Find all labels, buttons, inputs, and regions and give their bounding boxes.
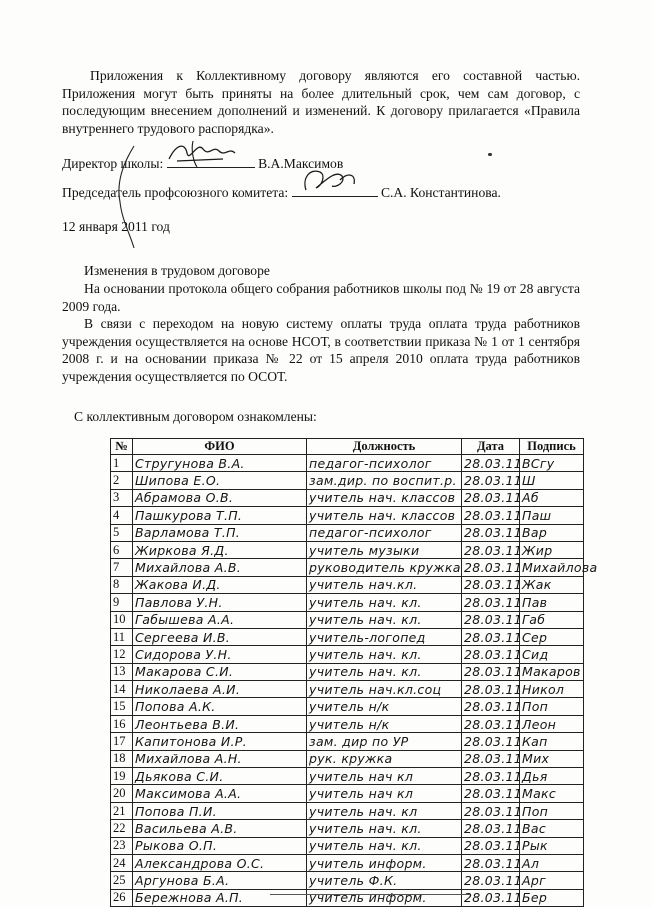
row-signature: Михайлова — [520, 559, 584, 576]
row-signature: Поп — [520, 698, 584, 715]
row-position: учитель информ. — [307, 889, 462, 906]
row-fio: Жакова И.Д. — [133, 576, 307, 593]
row-date: 28.03.11 — [462, 594, 520, 611]
table-row — [111, 576, 584, 593]
row-number: 11 — [111, 628, 133, 645]
changes-paragraph-1: На основании протокола общего собрания работников школы под № 19 от 28 августа 2009 года. — [62, 281, 580, 314]
row-position: учитель информ. — [307, 854, 462, 871]
document-date: 12 января 2011 год — [62, 219, 170, 234]
row-signature: Вар — [520, 524, 584, 541]
acknowledged-heading: С коллективным договором ознакомлены: — [74, 409, 317, 424]
row-fio: Абрамова О.В. — [133, 489, 307, 506]
row-signature: Пав — [520, 594, 584, 611]
row-fio: Сидорова У.Н. — [133, 646, 307, 663]
row-date: 28.03.11 — [462, 489, 520, 506]
table-row — [111, 820, 584, 837]
row-fio: Варламова Т.П. — [133, 524, 307, 541]
row-fio: Михайлова А.В. — [133, 559, 307, 576]
row-number: 2 — [111, 472, 133, 489]
row-position: учитель нач. кл. — [307, 663, 462, 680]
page-bottom-rule — [270, 894, 470, 895]
row-position: учитель музыки — [307, 541, 462, 558]
row-fio: Бережнова А.П. — [133, 889, 307, 906]
chair-signature-scribble — [296, 166, 376, 198]
row-date: 28.03.11 — [462, 768, 520, 785]
row-number: 10 — [111, 611, 133, 628]
table-row — [111, 524, 584, 541]
row-date: 28.03.11 — [462, 854, 520, 871]
row-number: 21 — [111, 802, 133, 819]
row-signature: Габ — [520, 611, 584, 628]
row-position: руководитель кружка — [307, 559, 462, 576]
row-number: 14 — [111, 681, 133, 698]
intro-paragraph: Приложения к Коллективному договору являются его составной частью. Приложения могут быть приняты на более длительный срок, чем сам договор, с последующим внесением дополнений и изменений. К договору прилагается «Правила внутреннего трудового распорядка». — [62, 68, 580, 136]
row-number: 1 — [111, 455, 133, 472]
row-number: 5 — [111, 524, 133, 541]
row-signature: Жир — [520, 541, 584, 558]
row-signature: Мих — [520, 750, 584, 767]
row-fio: Михайлова А.Н. — [133, 750, 307, 767]
table-row — [111, 559, 584, 576]
table-row — [111, 646, 584, 663]
changes-paragraph-2: В связи с переходом на новую систему оплаты труда оплата труда работников учреждения осуществляется на основе НСОТ, в соответствии приказа № 1 от 1 сентября 2008 г. и на основании приказа № 22 от 15 апреля 2010 оплата труда работников учреждения осуществляется по ОСОТ. — [62, 316, 580, 384]
row-position: учитель н/к — [307, 715, 462, 732]
row-signature: Жак — [520, 576, 584, 593]
row-position: зам. дир по УР — [307, 733, 462, 750]
vertical-signature-stroke — [112, 142, 142, 252]
row-position: учитель нач. кл. — [307, 611, 462, 628]
row-number: 4 — [111, 507, 133, 524]
row-signature: Бер — [520, 889, 584, 906]
table-row — [111, 889, 584, 906]
row-position: учитель н/к — [307, 698, 462, 715]
row-number: 15 — [111, 698, 133, 715]
row-number: 20 — [111, 785, 133, 802]
row-position: зам.дир. по воспит.р. — [307, 472, 462, 489]
table-row — [111, 594, 584, 611]
row-signature: Сид — [520, 646, 584, 663]
row-date: 28.03.11 — [462, 837, 520, 854]
chair-label: Председатель профсоюзного комитета: — [62, 185, 289, 200]
changes-title: Изменения в трудовом договоре — [84, 263, 270, 278]
row-position: рук. кружка — [307, 750, 462, 767]
row-fio: Леонтьева В.И. — [133, 715, 307, 732]
table-row — [111, 872, 584, 889]
row-date: 28.03.11 — [462, 889, 520, 906]
row-number: 19 — [111, 768, 133, 785]
row-number: 6 — [111, 541, 133, 558]
row-date: 28.03.11 — [462, 663, 520, 680]
row-fio: Александрова О.С. — [133, 854, 307, 871]
table-row — [111, 768, 584, 785]
row-fio: Николаева А.И. — [133, 681, 307, 698]
table-row — [111, 663, 584, 680]
row-signature: Дья — [520, 768, 584, 785]
table-row — [111, 698, 584, 715]
row-number: 9 — [111, 594, 133, 611]
row-fio: Капитонова И.Р. — [133, 733, 307, 750]
row-date: 28.03.11 — [462, 559, 520, 576]
row-number: 7 — [111, 559, 133, 576]
row-signature: Вас — [520, 820, 584, 837]
row-date: 28.03.11 — [462, 524, 520, 541]
header-number: № — [111, 439, 133, 455]
row-date: 28.03.11 — [462, 750, 520, 767]
row-fio: Макарова С.И. — [133, 663, 307, 680]
row-number: 8 — [111, 576, 133, 593]
row-position: учитель нач. классов — [307, 507, 462, 524]
row-date: 28.03.11 — [462, 820, 520, 837]
row-fio: Стругунова В.А. — [133, 455, 307, 472]
row-position: учитель нач. кл. — [307, 646, 462, 663]
row-signature: Сер — [520, 628, 584, 645]
row-number: 12 — [111, 646, 133, 663]
row-signature: Макаров — [520, 663, 584, 680]
row-date: 28.03.11 — [462, 576, 520, 593]
row-signature: Паш — [520, 507, 584, 524]
row-fio: Попова А.К. — [133, 698, 307, 715]
table-row — [111, 715, 584, 732]
row-date: 28.03.11 — [462, 733, 520, 750]
director-name: В.А.Максимов — [258, 156, 344, 171]
ink-speck — [488, 153, 492, 156]
row-fio: Шипова Е.О. — [133, 472, 307, 489]
row-signature: Леон — [520, 715, 584, 732]
row-date: 28.03.11 — [462, 472, 520, 489]
row-signature: Макс — [520, 785, 584, 802]
row-date: 28.03.11 — [462, 802, 520, 819]
row-number: 24 — [111, 854, 133, 871]
row-position: учитель нач кл — [307, 768, 462, 785]
row-number: 3 — [111, 489, 133, 506]
row-fio: Максимова А.А. — [133, 785, 307, 802]
row-position: учитель нач кл — [307, 785, 462, 802]
row-position: педагог-психолог — [307, 455, 462, 472]
table-row — [111, 837, 584, 854]
row-date: 28.03.11 — [462, 646, 520, 663]
row-signature: Рык — [520, 837, 584, 854]
row-number: 18 — [111, 750, 133, 767]
row-number: 26 — [111, 889, 133, 906]
row-date: 28.03.11 — [462, 628, 520, 645]
table-row — [111, 802, 584, 819]
row-date: 28.03.11 — [462, 611, 520, 628]
row-date: 28.03.11 — [462, 541, 520, 558]
row-signature: ВСгу — [520, 455, 584, 472]
table-row — [111, 455, 584, 472]
acknowledgement-table — [110, 438, 598, 907]
row-date: 28.03.11 — [462, 785, 520, 802]
director-signature-blank — [167, 155, 255, 168]
row-signature: Аб — [520, 489, 584, 506]
row-fio: Попова П.И. — [133, 802, 307, 819]
row-date: 28.03.11 — [462, 872, 520, 889]
row-number: 17 — [111, 733, 133, 750]
row-fio: Дьякова С.И. — [133, 768, 307, 785]
row-fio: Габышева А.А. — [133, 611, 307, 628]
row-signature: Арг — [520, 872, 584, 889]
row-date: 28.03.11 — [462, 455, 520, 472]
row-fio: Жиркова Я.Д. — [133, 541, 307, 558]
row-position: учитель Ф.К. — [307, 872, 462, 889]
row-position: учитель-логопед — [307, 628, 462, 645]
row-signature: Кап — [520, 733, 584, 750]
table-row — [111, 611, 584, 628]
row-number: 23 — [111, 837, 133, 854]
row-position: учитель нач. классов — [307, 489, 462, 506]
header-signature: Подпись — [520, 439, 584, 455]
row-position: педагог-психолог — [307, 524, 462, 541]
row-signature: Никол — [520, 681, 584, 698]
row-position: учитель нач. кл — [307, 802, 462, 819]
row-position: учитель нач. кл. — [307, 820, 462, 837]
table-row — [111, 785, 584, 802]
row-date: 28.03.11 — [462, 698, 520, 715]
table-row — [111, 733, 584, 750]
row-position: учитель нач. кл. — [307, 594, 462, 611]
table-row — [111, 472, 584, 489]
row-fio: Пашкурова Т.П. — [133, 507, 307, 524]
table-row — [111, 628, 584, 645]
row-fio: Аргунова Б.А. — [133, 872, 307, 889]
table-row — [111, 507, 584, 524]
director-signature-scribble — [163, 139, 253, 169]
row-position: учитель нач.кл. — [307, 576, 462, 593]
row-number: 13 — [111, 663, 133, 680]
table-row — [111, 681, 584, 698]
row-position: учитель нач.кл.соц — [307, 681, 462, 698]
row-number: 16 — [111, 715, 133, 732]
table-header-row — [111, 439, 584, 455]
table-row — [111, 489, 584, 506]
row-signature: Ш — [520, 472, 584, 489]
header-fio: ФИО — [133, 439, 307, 455]
chair-name: С.А. Константинова. — [380, 185, 501, 200]
row-signature: Ал — [520, 854, 584, 871]
table-row — [111, 541, 584, 558]
director-label: Директор школы: — [62, 156, 164, 171]
row-signature: Поп — [520, 802, 584, 819]
table-row — [111, 854, 584, 871]
row-number: 22 — [111, 820, 133, 837]
row-date: 28.03.11 — [462, 507, 520, 524]
table-row — [111, 750, 584, 767]
row-fio: Сергеева И.В. — [133, 628, 307, 645]
row-date: 28.03.11 — [462, 715, 520, 732]
row-fio: Рыкова О.П. — [133, 837, 307, 854]
row-number: 25 — [111, 872, 133, 889]
row-date: 28.03.11 — [462, 681, 520, 698]
header-position: Должность — [307, 439, 462, 455]
row-fio: Павлова У.Н. — [133, 594, 307, 611]
row-fio: Васильева А.В. — [133, 820, 307, 837]
header-date: Дата — [462, 439, 520, 455]
row-position: учитель нач. кл. — [307, 837, 462, 854]
table-body — [111, 455, 598, 907]
chair-signature-blank — [292, 184, 378, 197]
